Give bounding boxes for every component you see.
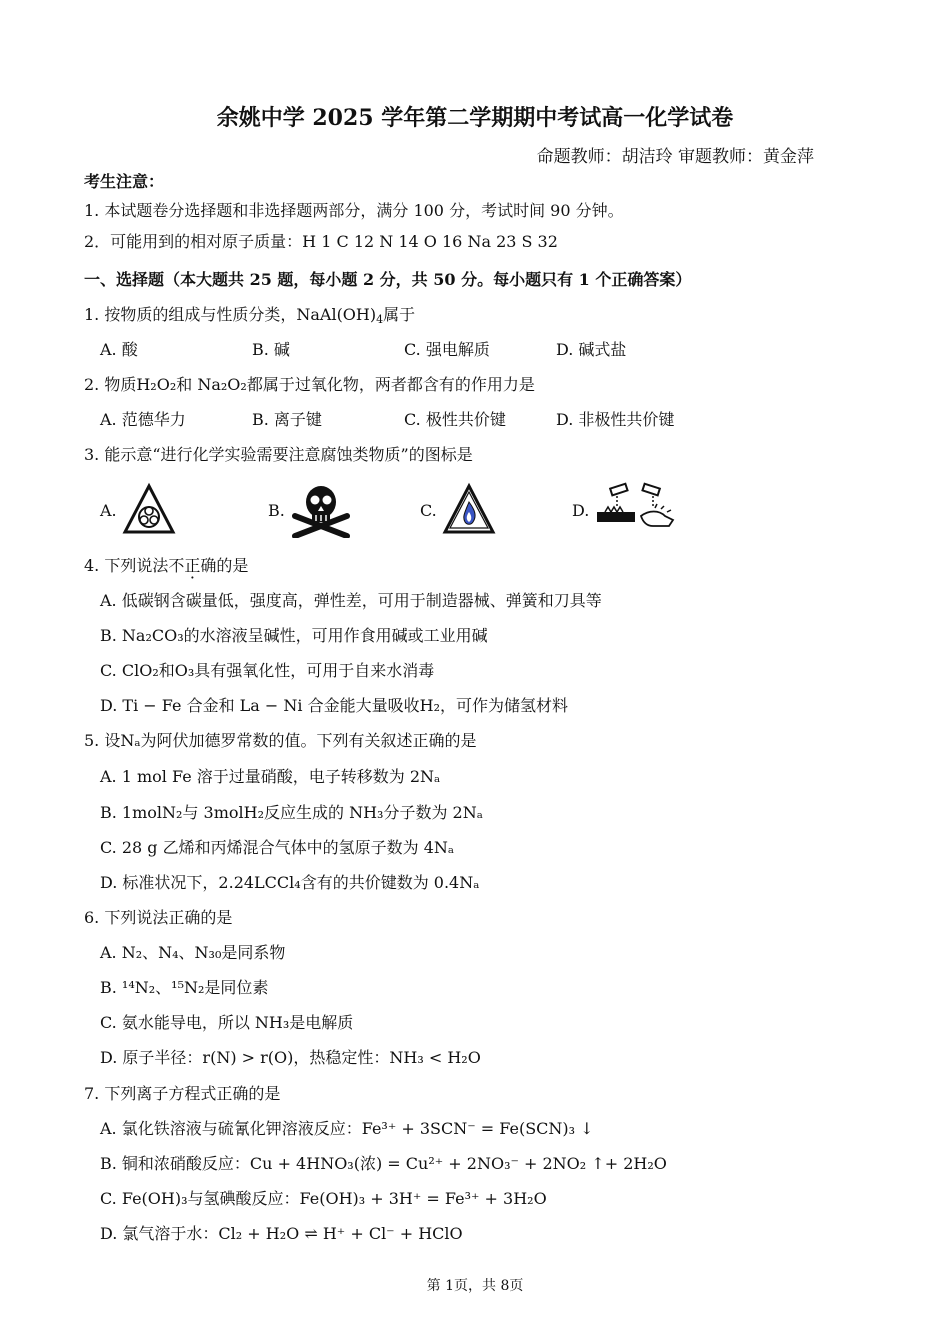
q7-stem: 7. 下列离子方程式正确的是 (84, 1084, 281, 1103)
q5-option-c: C. 28 g 乙烯和丙烯混合气体中的氢原子数为 4Nₐ (100, 838, 455, 857)
authors-line: 命题教师：胡洁玲 审题教师：黄金萍 (536, 147, 814, 167)
q4-stem-emphasis: 不正确 (168, 556, 217, 575)
q7-option-d: D. 氯气溶于水：Cl₂ + H₂O ⇌ H⁺ + Cl⁻ + HClO (100, 1224, 463, 1243)
q6-option-c: C. 氨水能导电，所以 NH₃是电解质 (100, 1013, 354, 1032)
q3-stem: 3. 能示意“进行化学实验需要注意腐蚀类物质”的图标是 (84, 445, 473, 464)
q4-option-d: D. Ti − Fe 合金和 La − Ni 合金能大量吸收H₂，可作为储氢材料 (100, 696, 568, 715)
q5-option-b: B. 1molN₂与 3molH₂反应生成的 NH₃分子数为 2Nₐ (100, 803, 483, 822)
q1-options (100, 340, 708, 360)
q5-stem: 5. 设Nₐ为阿伏加德罗常数的值。下列有关叙述正确的是 (84, 731, 477, 750)
page-footer: 第 1页，共 8页 (426, 1278, 524, 1294)
q2-options (100, 410, 708, 430)
q3-option-b: B. (268, 482, 353, 538)
q2-option-a: A. 范德华力 (100, 410, 186, 429)
q4-stem: 4. 下列说法不正确的是 (84, 556, 249, 575)
q6-stem: 6. 下列说法正确的是 (84, 908, 233, 927)
notice-heading: 考生注意： (84, 172, 165, 191)
q3-option-d: D. (572, 482, 677, 538)
notice-item-1: 1. 本试题卷分选择题和非选择题两部分，满分 100 分，考试时间 90 分钟。 (84, 201, 624, 220)
q1-option-c: C. 强电解质 (404, 340, 490, 359)
q3-option-c: C. (420, 482, 497, 538)
q2-option-b: B. 离子键 (252, 410, 322, 429)
q2-stem: 2. 物质H₂O₂和 Na₂O₂都属于过氧化物，两者都含有的作用力是 (84, 375, 535, 394)
notice-item-2: 2．可能用到的相对原子质量：H 1 C 12 N 14 O 16 Na 23 S 32 (84, 232, 558, 251)
q6-option-d: D. 原子半径：r(N) > r(O)，热稳定性：NH₃ < H₂O (100, 1048, 481, 1067)
skull-crossbones-icon (289, 482, 353, 538)
q2-option-c: C. 极性共价键 (404, 410, 506, 429)
page-title: 余姚中学 2025 学年第二学期期中考试高一化学试卷 (216, 105, 734, 131)
q7-option-a: A. 氯化铁溶液与硫氰化钾溶液反应：Fe³⁺ + 3SCN⁻ = Fe(SCN)₃ ↓ (100, 1119, 594, 1138)
q5-option-d: D. 标准状况下，2.24LCCl₄含有的共价键数为 0.4Nₐ (100, 873, 480, 892)
q6-option-b: B. ¹⁴N₂、¹⁵N₂是同位素 (100, 978, 269, 997)
q1-option-d: D. 碱式盐 (556, 340, 627, 359)
corrosive-icon (593, 482, 677, 538)
q3-option-a: A. (100, 482, 177, 538)
section-heading: 一、选择题（本大题共 25 题，每小题 2 分，共 50 分。每小题只有 1 个正确答案） (84, 270, 692, 289)
q5-option-a: A. 1 mol Fe 溶于过量硝酸，电子转移数为 2Nₐ (100, 767, 441, 786)
q4-option-b: B. Na₂CO₃的水溶液呈碱性，可用作食用碱或工业用碱 (100, 626, 488, 645)
q2-option-d: D. 非极性共价键 (556, 410, 675, 429)
q4-option-a: A. 低碳钢含碳量低，强度高，弹性差，可用于制造器械、弹簧和刀具等 (100, 591, 602, 610)
q1-option-a: A. 酸 (100, 340, 138, 359)
q1-stem: 1. 按物质的组成与性质分类，$NaAl(OH)_4$属于 (84, 305, 416, 326)
flame-warning-icon (441, 482, 497, 538)
q6-option-a: A. N₂、N₄、N₃₀是同系物 (100, 943, 286, 962)
q7-option-b: B. 铜和浓硝酸反应：Cu + 4HNO₃(浓) = Cu²⁺ + 2NO₃⁻ + 2NO₂ ↑+ 2H₂O (100, 1154, 667, 1173)
q4-option-c: C. ClO₂和O₃具有强氧化性，可用于自来水消毒 (100, 661, 435, 680)
fan-warning-icon (121, 482, 177, 538)
q7-option-c: C. Fe(OH)₃与氢碘酸反应：Fe(OH)₃ + 3H⁺ = Fe³⁺ + 3H₂O (100, 1189, 547, 1208)
q1-option-b: B. 碱 (252, 340, 290, 359)
